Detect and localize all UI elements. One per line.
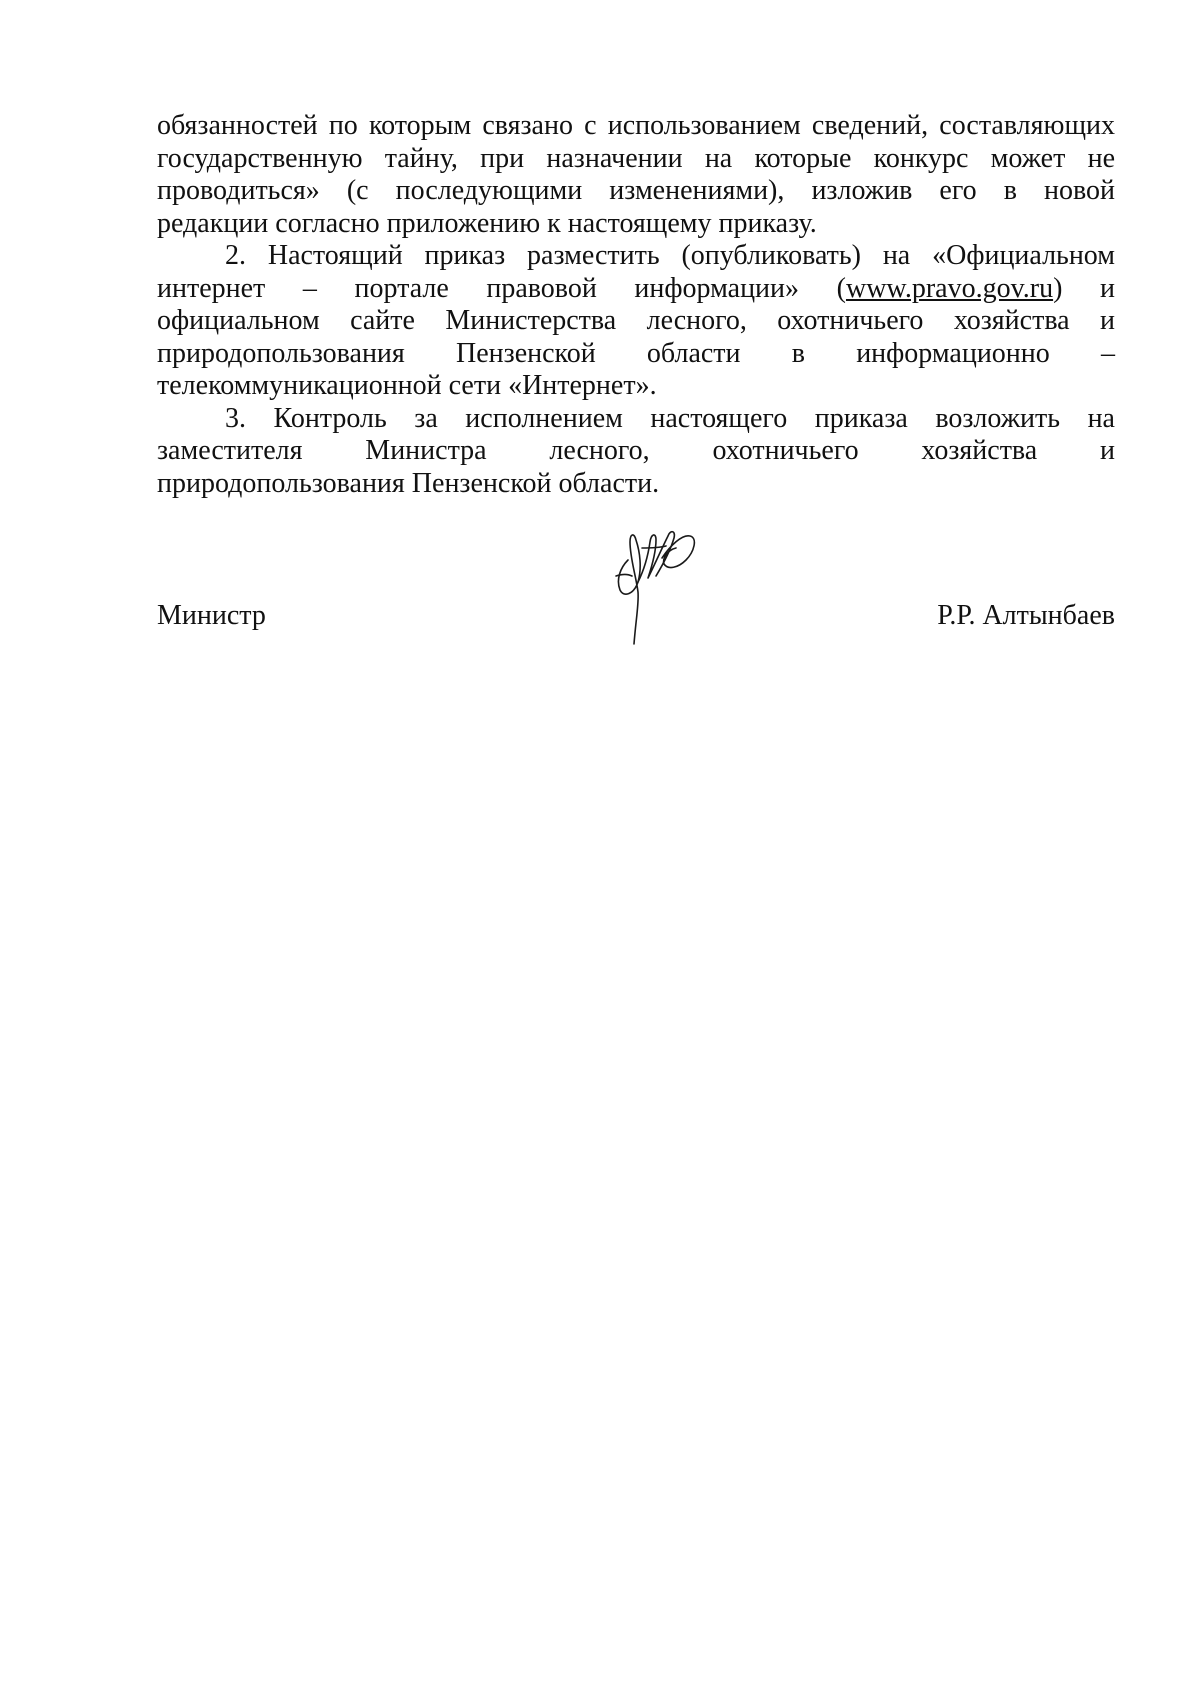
paragraph2-line2-before: интернет – портале правовой информации» ( [157,272,846,304]
paragraph2-line1: 2. Настоящий приказ разместить (опубликовать) на «Официальном [225,240,1115,271]
paragraph2-line2-after: ) и [1053,272,1115,304]
paragraph2-line3: официальном сайте Министерства лесного, охотничьего хозяйства и [157,305,1115,336]
paragraph1-line3: проводиться» (с последующими изменениями), изложив его в новой [157,175,1115,206]
paragraph1-line2: государственную тайну, при назначении на которые конкурс может не [157,142,1115,174]
paragraph2-line5: телекоммуникационной сети «Интернет». [157,370,657,401]
signer-position: Министр [157,600,266,631]
paragraph3-line2: заместителя Министра лесного, охотничьего хозяйства и [157,435,1115,466]
paragraph3-line3: природопользования Пензенской области. [157,467,660,499]
document-body [157,110,1115,500]
signature-block [157,600,1115,640]
paragraph1-line4: редакции согласно приложению к настоящему приказу. [157,207,817,239]
paragraph3-line1: 3. Контроль за исполнением настоящего приказа возложить на [225,402,1115,434]
signer-name: Р.Р. Алтынбаев [937,600,1115,631]
paragraph2-line2 [157,273,1115,306]
paragraph2-line4: природопользования Пензенской области в информационно – [157,337,1115,369]
pravo-url-link[interactable]: www.pravo.gov.ru [845,272,1054,304]
paragraph1-line1: обязанностей по которым связано с использованием сведений, составляющих [157,110,1115,141]
